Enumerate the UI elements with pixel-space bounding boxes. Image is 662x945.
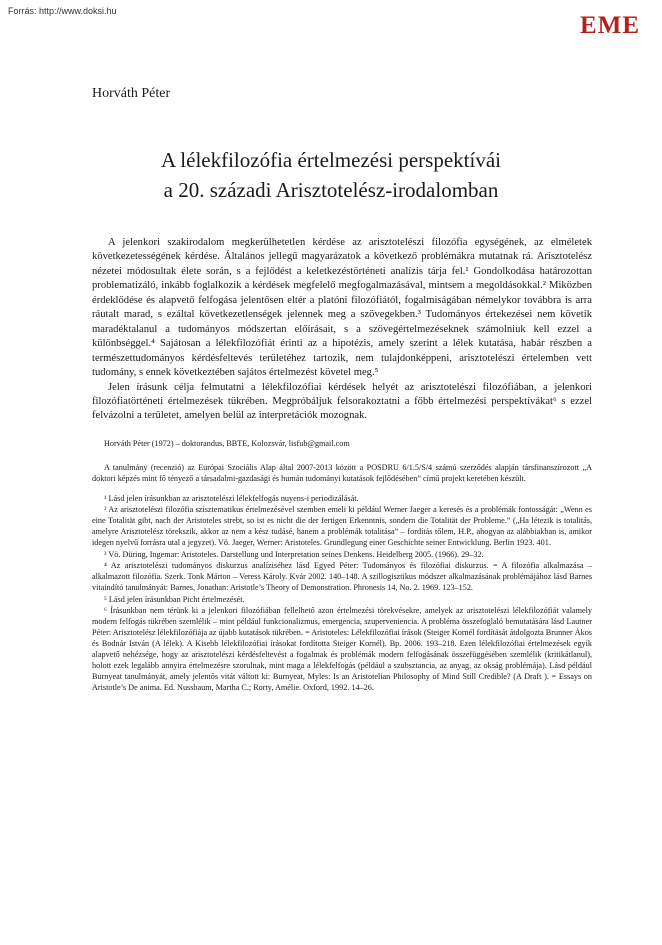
author-affiliation: Horváth Péter (1972) – doktorandus, BBTE, Kolozsvár, lisfub@gmail.com (104, 438, 350, 448)
article-meta (92, 438, 592, 484)
footnote-3: ³ Vö. Düring, Ingemar: Aristoteles. Darstellung und Interpretation seines Denkens. Heidelberg 2005. (1966). 29–32. (104, 549, 484, 559)
page-title (60, 145, 602, 205)
abstract-paragraph-2: Jelen írásunk célja felmutatni a lélekfilozófiai kérdések helyét az arisztotelészi filozófiában, a jelenkori filozófiatörténeti értelmezések tükrében. Megpróbáljuk felsorakoztatni a főbb értelmezési perspektívákat⁶ s ezzel felvázolni a területet, amelyen belül az interpretációk mozognak. (92, 381, 592, 422)
eme-logo: EME (580, 12, 640, 39)
footnote-6: ⁶ Írásunkban nem térünk ki a jelenkori filozófiában fellelhető azon értelmezési törekvésekre, amelyek az arisztotelészi lélekfilozófiát valamely modern felfogás tükrében szemlélik – mint például funkcionalizmus, emergencia, szuperveniencia. A probléma összefoglaló bemutatására lásd Lautner Péter: Arisztotelész lélekfilozófiája az újabb kutatások tükrében. = Aristoteles: Lélekfilozófiai írások (Steiger Kornél fordítását átdolgozta Brunner Ákos és Bodnár István (A lélek). A Kisebb lélekfilozófiai írásokat fordította Steiger Kornél). Bp. 2006. 193–218. Ezen lélekfilozófiai értelmezések egyik alapvető nehézsége, hogy az arisztotelészi kérdésfeltevést a fogalmak és problémák modern felfogásának összefüggésében szemlélik (kritikátlanul), holott ezek legalább annyira értelmezésre szorulnak, mint maga a lélekfelfogás (például a szubsztancia, az anyag, az okság problémája). Lásd például Burnyeat tanulmányát, amely jelentős vitát váltott ki: Burnyeat, Myles: Is an Aristotelian Philosophy of Mind Still Credible? (A Draft ). = Essays on Aristotle’s De anima. Ed. Nussbaum, Martha C.; Rorty, Amélie. Oxford, 1992. 14–26. (92, 606, 592, 693)
article-body (92, 236, 592, 693)
footnote-2: ² Az arisztotelészi filozófia szisztematikus értelmezésével szemben emeli ki például Werner Jaeger a keresés és a problémák fontosságát: „Wenn es eine Totalität gibt, nach der Aristoteles strebt, so ist es nicht die der fertigen Erkenntnis, sondern die Totalität der Probleme.” („Ha létezik is totalitás, amelyre Arisztotelész törekszik, akkor az nem a kész tudásé, hanem a problémák totalitása” – fordítás tőlem, H.P., ahogyan az alábbiakban is, amikor idegen nyelvű forrásra utal a jegyzet). Vö. Jaeger, Werner: Aristoteles. Grundlegung einer Geschichte seiner Entwicklung. Berlin 1923. 401. (92, 505, 592, 548)
source-label: Forrás: http://www.doksi.hu (8, 6, 117, 16)
footnote-5: ⁵ Lásd jelen írásunkban Picht értelmezését. (104, 594, 245, 604)
title-line-2: a 20. századi Arisztotelész-irodalomban (163, 178, 499, 202)
footnote-4: ⁴ Az arisztotelészi tudományos diskurzus analíziséhez lásd Egyed Péter: Tudományos és filozófiai diskurzus. = A filozófia alkalmazása – alkalmazott filozófia. Szerk. Tonk Márton – Veress Károly. Kvár 2002. 140–148. A szillogisztikus módszer alkalmazásának problémájához lásd Barnes vitaindító tanulmányát: Barnes, Jonathan: Aristotle’s Theory of Demonstration. Phronesis 14, No. 2. 1969. 123–152. (92, 561, 592, 593)
abstract-paragraph-1: A jelenkori szakirodalom megkerülhetetlen kérdése az arisztotelészi filozófia egységének, az elméletek következetességének kérdése. Általános jellegű magyarázatok a következő problémákra mutatnak rá. Arisztotelész nézetei módosultak élete során, s a fejlődést a keletkezéstörténeti analízis tárja fel.¹ Gondolkodása határozottan problematizáló, inkább foglalkozik a kérdések megfelelő megfogalmazásával, mintsem a megoldásokkal.² Miközben érdeklődése és alapvető felfogása jelentősen eltér a platóni filozófiától, fogalmiságában némelykor továbbra is arra ráutalt marad, s ezáltal következetlenségek jelennek meg a szövegekben.³ Tudományos értekezései nem követik maradéktalanul a tudományos módszertan előírásait, s a szövegértelmezéseknek számolniuk kell ezzel a különbséggel.⁴ Sajátosan a lélekfilozófiát érinti az a hipotézis, amely szerint a lélek kutatása, habár részben a természettudományos kérdésfeltevés területéhez tartozik, nem tulajdonképpeni, arisztotelészi értelemben vett tudomány, s ennek következtében sajátos értelmezést követel meg.⁵ (92, 237, 592, 379)
footnote-1: ¹ Lásd jelen írásunkban az arisztotelészi lélekfelfogás nuyens-i periodizálását. (104, 493, 359, 503)
funding-note: A tanulmány (recenzió) az Európai Szociális Alap által 2007-2013 között a POSDRU 6/1.5/S/4 számú szerződés alapján társfinanszírozott „A doktori képzés mint fő tényező a társadalmi-gazdasági és humán tudományi kutatások fejlődésében” című projekt keretében készült. (92, 462, 592, 483)
footnotes (92, 493, 592, 694)
author-name: Horváth Péter (92, 86, 171, 101)
title-line-1: A lélekfilozófia értelmezési perspektívái (161, 148, 501, 172)
abstract (92, 236, 592, 424)
